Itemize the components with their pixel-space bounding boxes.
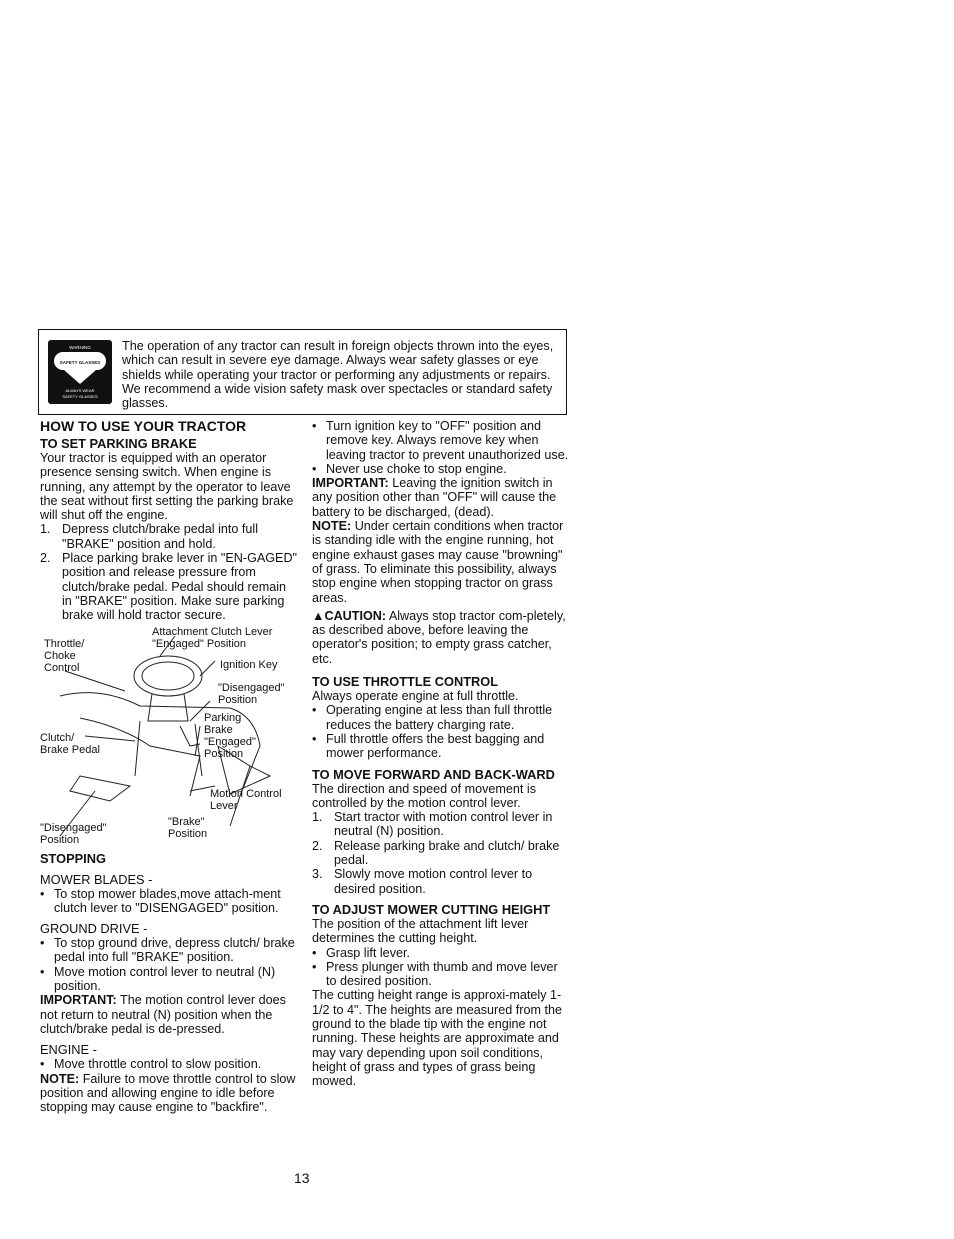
bullet-item: • To stop mower blades,move attach-ment clutch lever to "DISENGAGED" position. <box>40 886 281 915</box>
right-column <box>312 419 570 1088</box>
bullet-item: • Operating engine at less than full throttle reduces the battery charging rate. <box>312 703 553 732</box>
label-position-brake: Position <box>168 827 208 840</box>
icon-line-1: WARNING <box>69 345 91 350</box>
caution-note: ▲CAUTION: Always stop tractor com-pletely, as described above, before leaving the operator's position; to empty grass catcher, etc. <box>312 608 566 666</box>
important-note: IMPORTANT: Leaving the ignition switch in any position other than "OFF" will cause the battery to be discharged, (dead). <box>312 476 557 519</box>
label-choke: Choke <box>44 649 76 662</box>
label-position-bottom: Position <box>40 833 80 846</box>
label-throttle: Throttle/ <box>44 637 85 650</box>
safety-warning-box <box>38 329 567 415</box>
icon-line-3: ALWAYS WEAR <box>65 388 95 393</box>
label-brake-pedal: Brake Pedal <box>40 743 100 756</box>
parking-step: 1. Depress clutch/brake pedal into full "BRAKE" position and hold. <box>40 522 259 551</box>
label-clutch: Clutch/ <box>40 731 75 744</box>
label-ignition-key: Ignition Key <box>220 658 278 671</box>
throttle-intro: Always operate engine at full throttle. <box>312 689 519 704</box>
move-intro: The direction and speed of movement is controlled by the motion control lever. <box>312 781 537 810</box>
cutting-intro: The position of the attachment lift lever determines the cutting height. <box>312 916 529 946</box>
bullet-item: • Press plunger with thumb and move lever to desired position. <box>312 959 558 989</box>
important-note: IMPORTANT: The motion control lever does not return to neutral (N) position when the clutch/brake pedal is de-pressed. <box>40 993 286 1036</box>
icon-line-2: SAFETY GLASSES <box>59 360 101 365</box>
warning-text: The operation of any tractor can result in foreign objects thrown into the eyes, which can result in severe eye damage. Always wear safety glasses or eye shields while operating your tractor or performing any adjustments or repairs. We recommend a wide vision safety mask over spectacles or standard safety glasses. <box>122 339 554 411</box>
bullet-item: • Grasp lift lever. <box>312 945 410 960</box>
browning-note: NOTE: Under certain conditions when tractor is standing idle with the engine running, hot engine exhaust gases may cause "browning" of grass. To eliminate this possibility, always stop engine when stopping tractor on grass areas. <box>312 519 564 605</box>
bullet-item: • Turn ignition key to "OFF" position and remove key. Always remove key when leaving tractor to prevent unauthorized use. <box>312 419 569 462</box>
label-brake: Brake <box>204 723 233 736</box>
label-parking: Parking <box>204 711 242 724</box>
cutting-text: The cutting height range is approxi-mately 1-1/2 to 4". The heights are measured from the ground to the blade tip with the engine not running. These heights are approximate and may vary depending upon soil conditions, height of grass and types of grass being mowed. <box>312 988 562 1089</box>
ground-drive-subheading: GROUND DRIVE - <box>40 921 148 937</box>
move-step: 2. Release parking brake and clutch/ brake pedal. <box>312 838 560 868</box>
label-position-top: Position <box>218 693 258 706</box>
engine-subheading: ENGINE - <box>40 1042 97 1058</box>
label-disengaged-top: "Disengaged" <box>218 681 285 694</box>
label-brake-q: "Brake" <box>168 815 205 828</box>
stopping-heading: STOPPING <box>40 850 106 866</box>
icon-line-4: SAFETY GLASSES <box>62 394 98 399</box>
label-position-2: Position <box>204 747 244 760</box>
parking-brake-intro: Your tractor is equipped with an operator presence sensing switch. When engine is running, any attempt by the operator to leave the seat without first setting the parking brake will shut off the engine. <box>40 451 294 523</box>
left-column <box>40 418 298 1114</box>
safety-glasses-icon <box>48 340 112 404</box>
parking-brake-heading: TO SET PARKING BRAKE <box>40 436 197 451</box>
section-title: HOW TO USE YOUR TRACTOR <box>40 418 247 434</box>
label-control: Control <box>44 661 80 674</box>
parking-step: 2. Place parking brake lever in "EN-GAGED" position and release pressure from clutch/brake pedal. Pedal should remain in "BRAKE" position. Make sure parking brake will hold tractor secure. <box>40 551 298 623</box>
label-attachment-clutch-lever: Attachment Clutch Lever <box>152 625 273 638</box>
move-step: 3. Slowly move motion control lever to desired position. <box>312 867 533 896</box>
label-engaged-position: "Engaged" Position <box>152 637 247 650</box>
tractor-controls-figure <box>40 625 302 846</box>
bullet-item: • Move throttle control to slow position. <box>40 1057 262 1072</box>
engine-note: NOTE: Failure to move throttle control to slow position and allowing engine to idle before stopping may cause engine to "backfire". <box>40 1071 296 1115</box>
label-motion-control: Motion Control <box>210 787 282 800</box>
bullet-item: • Full throttle offers the best bagging and mower performance. <box>312 731 545 761</box>
throttle-heading: TO USE THROTTLE CONTROL <box>312 674 499 690</box>
move-step: 1. Start tractor with motion control lever in neutral (N) position. <box>312 810 553 839</box>
bullet-item: • Never use choke to stop engine. <box>312 461 507 476</box>
page-number: 13 <box>294 1170 310 1186</box>
label-engaged-2: "Engaged" <box>204 735 256 748</box>
cutting-height-heading: TO ADJUST MOWER CUTTING HEIGHT <box>312 901 551 917</box>
label-lever: Lever <box>210 799 238 812</box>
bullet-item: • To stop ground drive, depress clutch/ brake pedal into full "BRAKE" position. <box>40 936 295 965</box>
label-disengaged-bottom: "Disengaged" <box>40 821 107 834</box>
caution-icon: ▲ <box>312 608 325 623</box>
move-heading: TO MOVE FORWARD AND BACK-WARD <box>312 766 555 782</box>
mower-blades-subheading: MOWER BLADES - <box>40 871 153 887</box>
bullet-item: • Move motion control lever to neutral (N) position. <box>40 964 276 994</box>
